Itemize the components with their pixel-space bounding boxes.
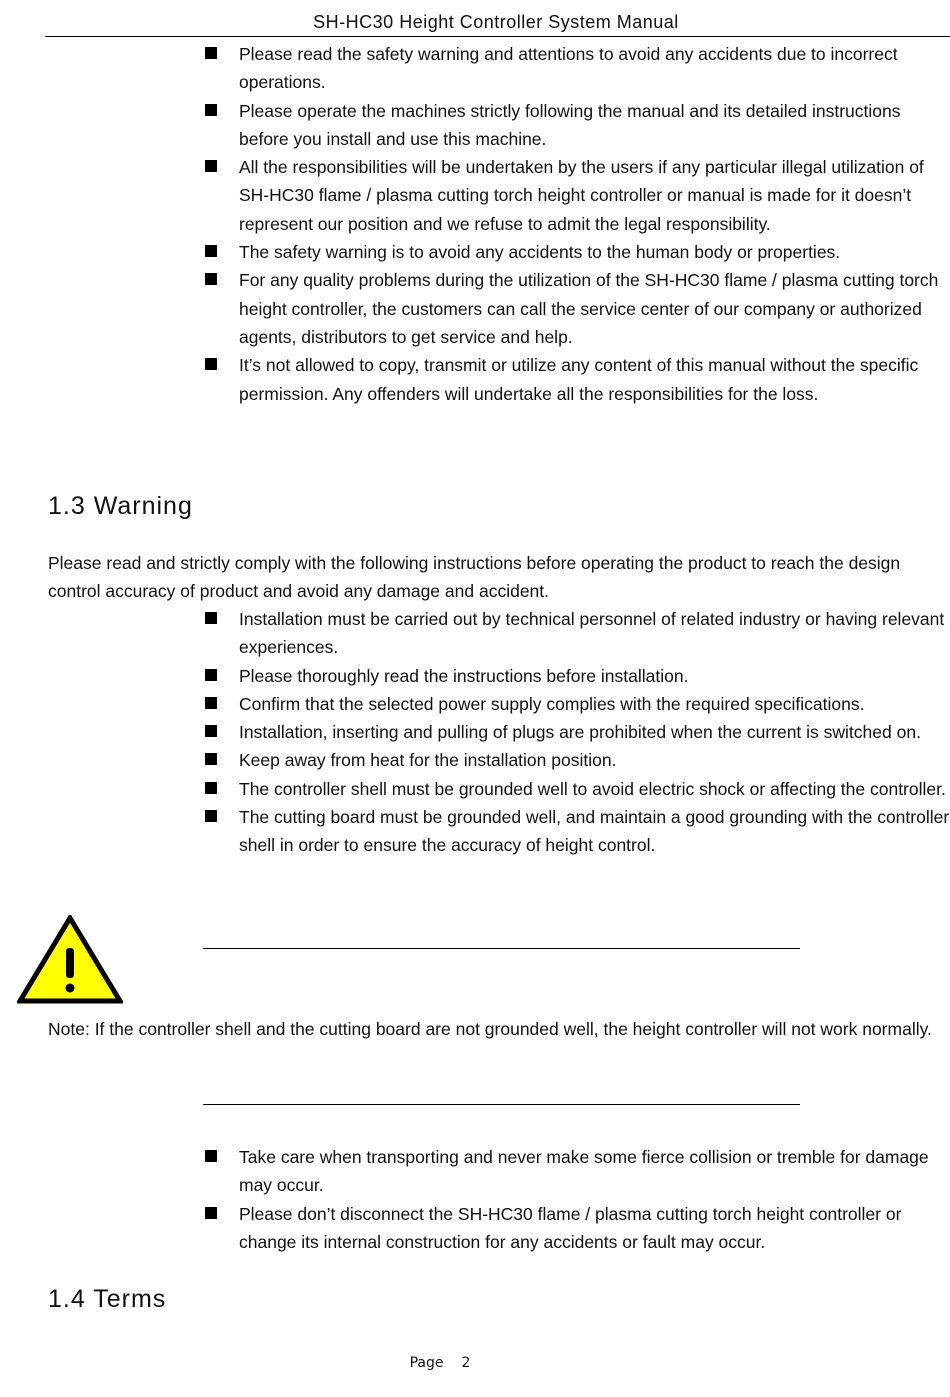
section-heading-warning: 1.3 Warning	[48, 492, 193, 520]
list-item: The safety warning is to avoid any accidents to the human body or properties.	[205, 238, 950, 266]
square-bullet-icon	[205, 697, 217, 709]
note-top-rule	[203, 948, 800, 949]
square-bullet-icon	[205, 612, 217, 624]
square-bullet-icon	[205, 273, 217, 285]
list-item: For any quality problems during the utilization of the SH-HC30 flame / plasma cutting torch height controller, the customers can call the service center of our company or authorized agents, distributors to get service and help.	[205, 266, 950, 351]
square-bullet-icon	[205, 810, 217, 822]
list-item: All the responsibilities will be undertaken by the users if any particular illegal utilization of SH-HC30 flame / plasma cutting torch height controller or manual is made for it doesn’t represent our position and we refuse to admit the legal responsibility.	[205, 153, 950, 238]
header-divider	[45, 36, 950, 37]
list-item: The cutting board must be grounded well, and maintain a good grounding with the controller shell in order to ensure the accuracy of height control.	[205, 803, 950, 860]
square-bullet-icon	[205, 782, 217, 794]
square-bullet-icon	[205, 753, 217, 765]
warning-triangle-icon	[17, 915, 123, 1005]
square-bullet-icon	[205, 104, 217, 116]
square-bullet-icon	[205, 47, 217, 59]
square-bullet-icon	[205, 245, 217, 257]
list-item: Please thoroughly read the instructions before installation.	[205, 662, 950, 690]
list-item: Please don’t disconnect the SH-HC30 flame / plasma cutting torch height controller or change its internal construction for any accidents or fault may occur.	[205, 1200, 950, 1257]
square-bullet-icon	[205, 1150, 217, 1162]
page-footer	[0, 1355, 880, 1371]
list-item: Installation, inserting and pulling of plugs are prohibited when the current is switched on.	[205, 718, 950, 746]
square-bullet-icon	[205, 669, 217, 681]
page-number: 2	[461, 1355, 471, 1371]
page-header-title: SH-HC30 Height Controller System Manual	[313, 12, 679, 32]
intro-bullet-list	[205, 40, 950, 408]
list-item: It’s not allowed to copy, transmit or utilize any content of this manual without the specific permission. Any offenders will undertake all the responsibilities for the loss.	[205, 351, 950, 408]
post-note-bullet-list	[205, 1143, 950, 1256]
list-item: Confirm that the selected power supply complies with the required specifications.	[205, 690, 950, 718]
note-bottom-rule	[203, 1104, 800, 1105]
list-item: Take care when transporting and never make some fierce collision or tremble for damage may occur.	[205, 1143, 950, 1200]
square-bullet-icon	[205, 358, 217, 370]
warning-intro-paragraph: Please read and strictly comply with the following instructions before operating the product to reach the design control accuracy of product and avoid any damage and accident.	[48, 553, 901, 602]
warning-bullet-list	[205, 605, 950, 860]
square-bullet-icon	[205, 1207, 217, 1219]
list-item: Please operate the machines strictly following the manual and its detailed instructions before you install and use this machine.	[205, 97, 950, 154]
grounding-note: Note: If the controller shell and the cutting board are not grounded well, the height controller will not work normally.	[48, 1019, 932, 1039]
list-item: Please read the safety warning and attentions to avoid any accidents due to incorrect operations.	[205, 40, 950, 97]
square-bullet-icon	[205, 725, 217, 737]
list-item: Installation must be carried out by technical personnel of related industry or having relevant experiences.	[205, 605, 950, 662]
page-label: Page	[409, 1355, 444, 1371]
list-item: Keep away from heat for the installation position.	[205, 746, 950, 774]
list-item: The controller shell must be grounded well to avoid electric shock or affecting the controller.	[205, 775, 950, 803]
square-bullet-icon	[205, 160, 217, 172]
section-heading-terms: 1.4 Terms	[48, 1285, 167, 1313]
